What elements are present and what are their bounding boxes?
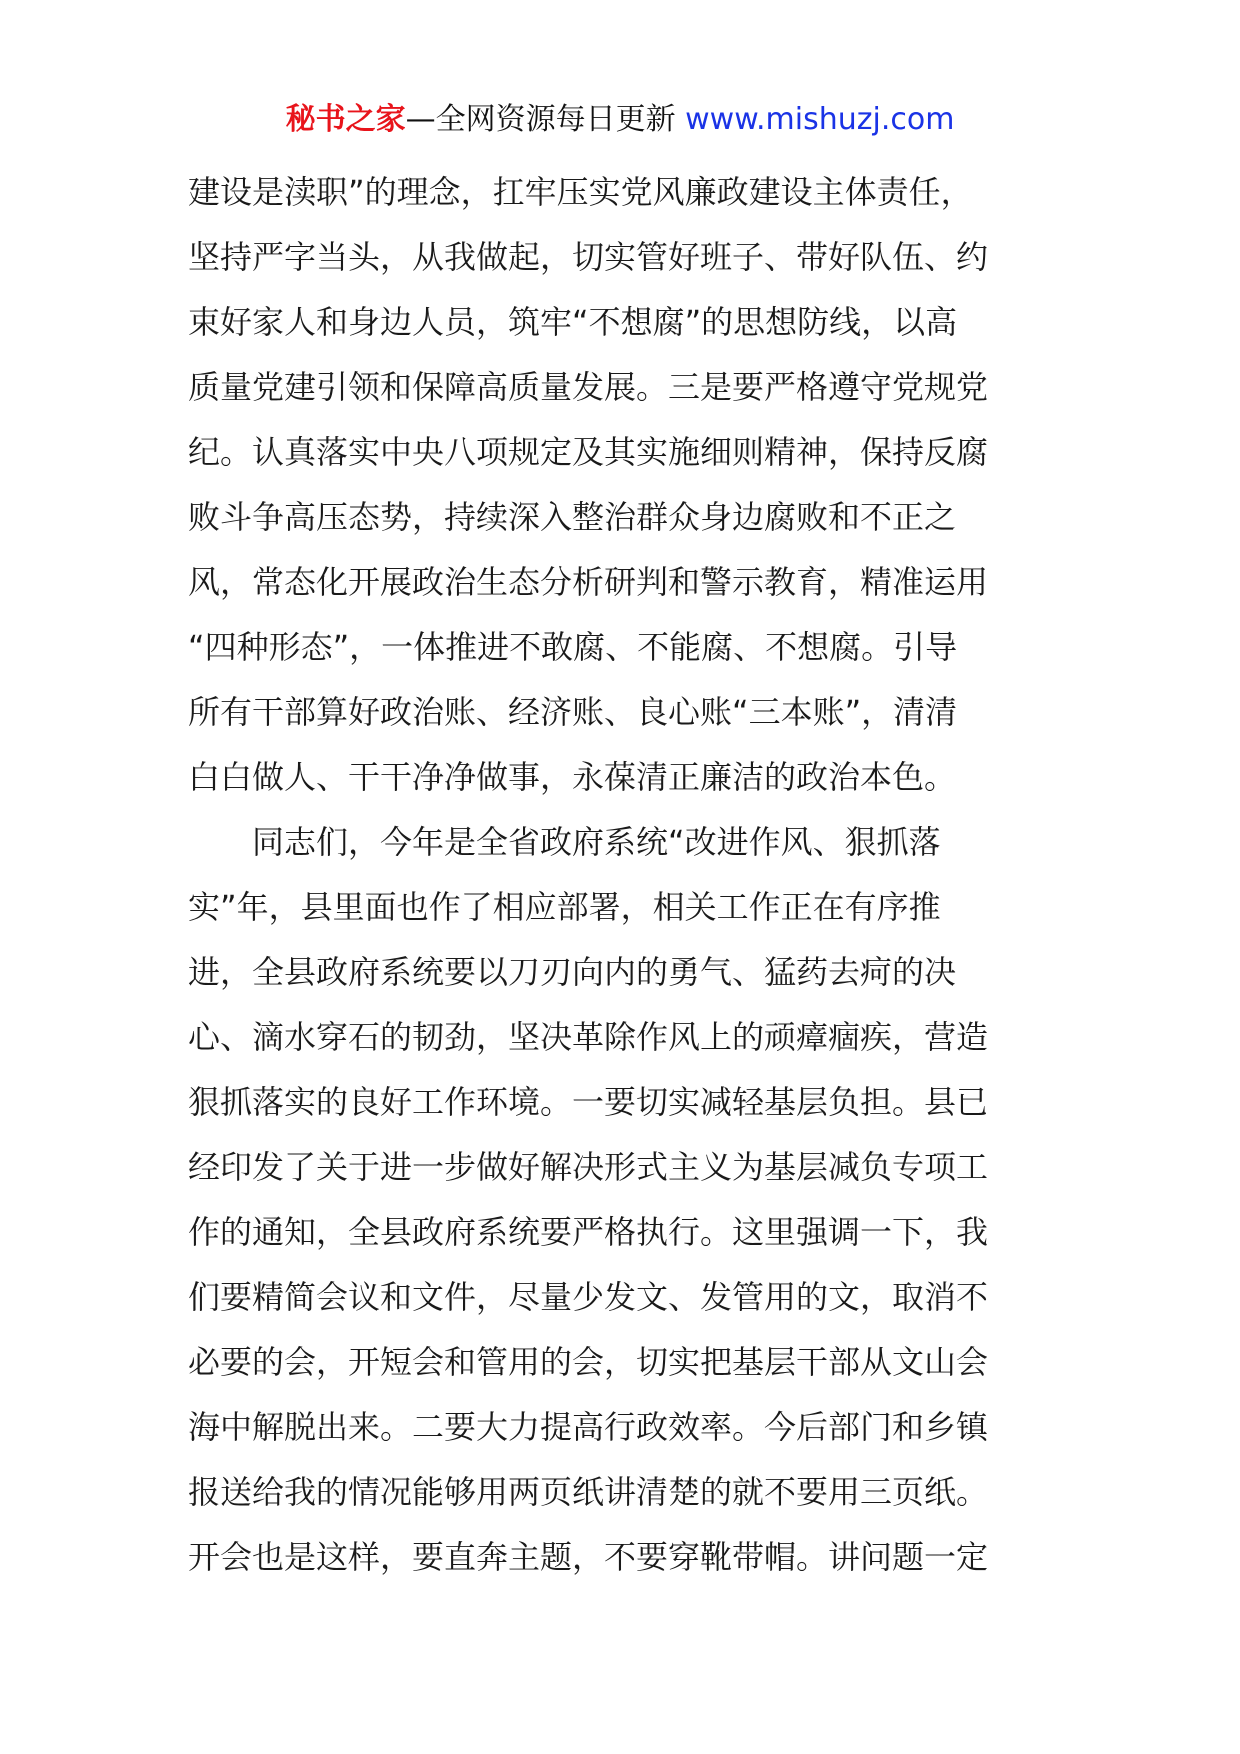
text-line: 报送给我的情况能够用两页纸讲清楚的就不要用三页纸。 <box>188 1473 989 1511</box>
paragraph-start-line: 同志们，今年是全省政府系统“改进作风、狠抓落 <box>252 823 941 861</box>
text-line: 们要精简会议和文件，尽量少发文、发管用的文，取消不 <box>188 1278 989 1316</box>
text-line: 风，常态化开展政治生态分析研判和警示教育，精准运用 <box>188 563 989 601</box>
text-line: 所有干部算好政治账、经济账、良心账“三本账”，清清 <box>188 693 958 731</box>
text-line: 必要的会，开短会和管用的会，切实把基层干部从文山会 <box>188 1343 989 1381</box>
text-line: 败斗争高压态势，持续深入整治群众身边腐败和不正之 <box>188 498 957 536</box>
site-tagline: —全网资源每日更新 <box>405 102 676 137</box>
site-brand: 秘书之家 <box>285 102 406 137</box>
text-line: 白白做人、干干净净做事，永葆清正廉洁的政治本色。 <box>188 758 957 796</box>
document-body <box>188 160 1058 1590</box>
text-line: 开会也是这样，要直奔主题，不要穿靴带帽。讲问题一定 <box>188 1538 989 1576</box>
text-line: 建设是渎职”的理念，扛牢压实党风廉政建设主体责任， <box>188 173 973 211</box>
text-line: 进，全县政府系统要以刀刃向内的勇气、猛药去疴的决 <box>188 953 957 991</box>
site-url-link[interactable]: www.mishuzj.com <box>685 102 955 137</box>
text-line: 实”年，县里面也作了相应部署，相关工作正在有序推 <box>188 888 941 926</box>
text-line: 束好家人和身边人员，筑牢“不想腐”的思想防线，以高 <box>188 303 958 341</box>
text-line: “四种形态”，一体推进不敢腐、不能腐、不想腐。引导 <box>188 628 958 666</box>
text-line: 心、滴水穿石的韧劲，坚决革除作风上的顽瘴痼疾，营造 <box>188 1018 989 1056</box>
text-line: 质量党建引领和保障高质量发展。三是要严格遵守党规党 <box>188 368 989 406</box>
text-line: 坚持严字当头，从我做起，切实管好班子、带好队伍、约 <box>188 238 989 276</box>
text-line: 经印发了关于进一步做好解决形式主义为基层减负专项工 <box>188 1148 989 1186</box>
site-header <box>0 98 1240 142</box>
text-line: 作的通知，全县政府系统要严格执行。这里强调一下，我 <box>188 1213 989 1251</box>
text-line: 海中解脱出来。二要大力提高行政效率。今后部门和乡镇 <box>188 1408 989 1446</box>
text-line: 纪。认真落实中央八项规定及其实施细则精神，保持反腐 <box>188 433 989 471</box>
text-line: 狠抓落实的良好工作环境。一要切实减轻基层负担。县已 <box>188 1083 989 1121</box>
